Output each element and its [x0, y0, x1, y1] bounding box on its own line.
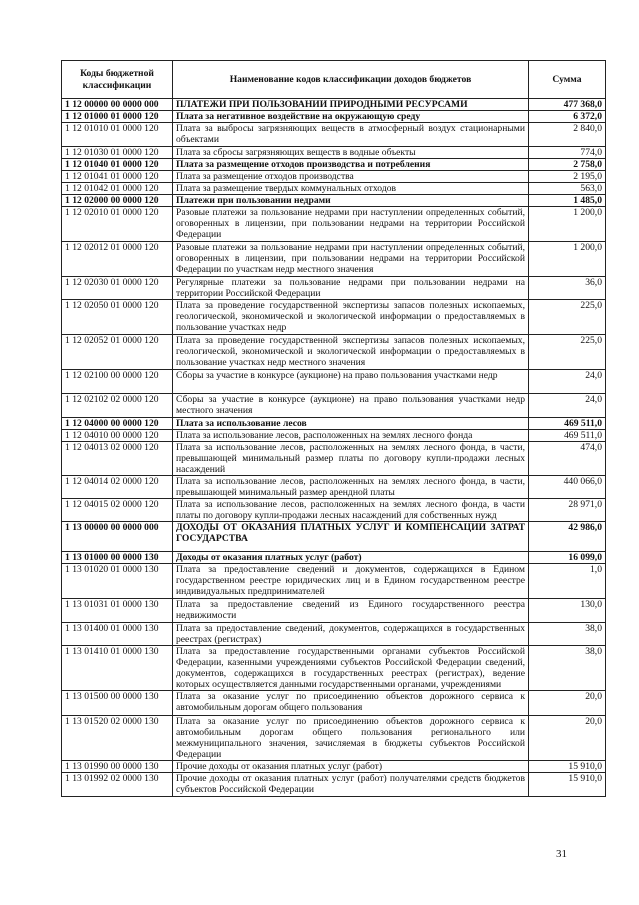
row-name: Доходы от оказания платных услуг (работ) [173, 552, 529, 564]
row-name: Плата за выбросы загрязняющих веществ в атмосферный воздух стационарными объектами [173, 123, 529, 147]
row-code: 1 13 01400 01 0000 130 [62, 623, 173, 646]
row-name: Плата за размещение отходов производства [173, 171, 529, 183]
row-amount: 24,0 [529, 370, 606, 394]
row-code: 1 12 02030 01 0000 120 [62, 277, 173, 300]
row-code: 1 12 01010 01 0000 120 [62, 123, 173, 147]
row-code: 1 12 02050 01 0000 120 [62, 300, 173, 335]
row-name: Плата за негативное воздействие на окружающую среду [173, 111, 529, 123]
row-code: 1 13 01000 00 0000 130 [62, 552, 173, 564]
row-code: 1 12 01042 01 0000 120 [62, 183, 173, 195]
row-name: Плата за использование лесов [173, 418, 529, 430]
row-amount: 477 368,0 [529, 99, 606, 111]
table-row [62, 599, 606, 623]
row-amount: 474,0 [529, 442, 606, 476]
table-row [62, 195, 606, 207]
row-name: Плата за использование лесов, расположенных на землях лесного фонда [173, 430, 529, 442]
row-code: 1 12 00000 00 0000 000 [62, 99, 173, 111]
row-name: Плата за размещение отходов производства и потребления [173, 159, 529, 171]
header-code: Коды бюджетной классификации [62, 61, 173, 99]
row-code: 1 12 04014 02 0000 120 [62, 476, 173, 499]
table-row [62, 564, 606, 599]
table-row [62, 522, 606, 552]
row-code: 1 13 01992 02 0000 130 [62, 773, 173, 797]
row-amount: 2 758,0 [529, 159, 606, 171]
table-row [62, 499, 606, 522]
row-name: Плата за оказание услуг по присоединению объектов дорожного сервиса к автомобильным дорогам общего пользования регионального или межмуниципального значения, зачисляемая в бюджеты субъектов Российской Федерации [173, 716, 529, 761]
row-code: 1 13 01990 00 0000 130 [62, 761, 173, 773]
row-name: Сборы за участие в конкурсе (аукционе) на право пользования участками недр местного значения [173, 394, 529, 418]
row-code: 1 12 02052 01 0000 120 [62, 335, 173, 370]
row-name: Плата за сбросы загрязняющих веществ в водные объекты [173, 147, 529, 159]
row-amount: 440 066,0 [529, 476, 606, 499]
page-number: 31 [556, 848, 567, 860]
row-code: 1 12 04010 00 0000 120 [62, 430, 173, 442]
row-name: Плата за размещение твердых коммунальных отходов [173, 183, 529, 195]
table-row [62, 623, 606, 646]
row-name: Плата за предоставление сведений из Единого государственного реестра недвижимости [173, 599, 529, 623]
table-row [62, 442, 606, 476]
row-amount: 38,0 [529, 623, 606, 646]
row-name: Прочие доходы от оказания платных услуг (работ) получателями средств бюджетов субъектов Российской Федерации [173, 773, 529, 797]
row-name: Разовые платежи за пользование недрами при наступлении определенных событий, оговоренных в лицензии, при пользовании недрами на территории Российской Федерации [173, 207, 529, 242]
table-row [62, 370, 606, 394]
row-amount: 15 910,0 [529, 773, 606, 797]
row-name: Разовые платежи за пользование недрами при наступлении определенных событий, оговоренных в лицензии, при пользовании недрами на территории Российской Федерации по участкам недр местного значения [173, 242, 529, 277]
header-name: Наименование кодов классификации доходов бюджетов [173, 61, 529, 99]
table-row [62, 171, 606, 183]
row-code: 1 13 01520 02 0000 130 [62, 716, 173, 761]
row-code: 1 12 04000 00 0000 120 [62, 418, 173, 430]
row-code: 1 12 02102 02 0000 120 [62, 394, 173, 418]
row-code: 1 12 04013 02 0000 120 [62, 442, 173, 476]
row-code: 1 12 02012 01 0000 120 [62, 242, 173, 277]
row-code: 1 12 02010 01 0000 120 [62, 207, 173, 242]
row-name: Плата за использование лесов, расположенных на землях лесного фонда, в части платы по договору купли-продажи лесных насаждений для собственных нужд [173, 499, 529, 522]
row-name: Плата за проведение государственной экспертизы запасов полезных ископаемых, геологической, экономической и экологической информации о предоставляемых в пользование участках недр [173, 300, 529, 335]
row-name: Прочие доходы от оказания платных услуг (работ) [173, 761, 529, 773]
row-amount: 225,0 [529, 300, 606, 335]
row-name: Сборы за участие в конкурсе (аукционе) на право пользования участками недр [173, 370, 529, 394]
row-code: 1 12 02100 00 0000 120 [62, 370, 173, 394]
table-row [62, 300, 606, 335]
row-code: 1 12 01030 01 0000 120 [62, 147, 173, 159]
row-amount: 38,0 [529, 646, 606, 691]
header-row [62, 61, 606, 99]
row-amount: 16 099,0 [529, 552, 606, 564]
row-amount: 36,0 [529, 277, 606, 300]
row-code: 1 12 01041 01 0000 120 [62, 171, 173, 183]
row-amount: 225,0 [529, 335, 606, 370]
row-amount: 6 372,0 [529, 111, 606, 123]
table-row [62, 646, 606, 691]
table-row [62, 335, 606, 370]
table-row [62, 716, 606, 761]
row-code: 1 12 01040 01 0000 120 [62, 159, 173, 171]
table-row [62, 242, 606, 277]
table-row [62, 773, 606, 797]
row-code: 1 13 01500 00 0000 130 [62, 691, 173, 716]
table-row [62, 147, 606, 159]
table-row [62, 207, 606, 242]
table-row [62, 123, 606, 147]
header-amount: Сумма [529, 61, 606, 99]
table-row [62, 277, 606, 300]
table-row [62, 394, 606, 418]
row-amount: 774,0 [529, 147, 606, 159]
row-code: 1 12 02000 00 0000 120 [62, 195, 173, 207]
row-name: Плата за проведение государственной экспертизы запасов полезных ископаемых, геологической, экономической и экологической информации о предоставляемых в пользование участках недр местного значения [173, 335, 529, 370]
row-name: ПЛАТЕЖИ ПРИ ПОЛЬЗОВАНИИ ПРИРОДНЫМИ РЕСУРСАМИ [173, 99, 529, 111]
row-name: Платежи при пользовании недрами [173, 195, 529, 207]
row-code: 1 13 01031 01 0000 130 [62, 599, 173, 623]
row-amount: 2 840,0 [529, 123, 606, 147]
table-body [62, 99, 606, 797]
table-row [62, 761, 606, 773]
row-code: 1 13 01020 01 0000 130 [62, 564, 173, 599]
row-amount: 469 511,0 [529, 430, 606, 442]
row-name: Регулярные платежи за пользование недрами при пользовании недрами на территории Российской Федерации [173, 277, 529, 300]
row-amount: 1,0 [529, 564, 606, 599]
row-name: Плата за предоставление сведений, документов, содержащихся в государственных реестрах (регистрах) [173, 623, 529, 646]
row-amount: 20,0 [529, 691, 606, 716]
row-amount: 42 986,0 [529, 522, 606, 552]
row-amount: 1 485,0 [529, 195, 606, 207]
table-row [62, 476, 606, 499]
table-row [62, 99, 606, 111]
row-code: 1 12 04015 02 0000 120 [62, 499, 173, 522]
table-row [62, 430, 606, 442]
row-name: Плата за предоставление государственными органами субъектов Российской Федерации, казенными учреждениями субъектов Российской Федерации сведений, документов, содержащихся в государственных реестрах (регистрах), ведение которых осуществляется данными государственными органами, учреждениями [173, 646, 529, 691]
row-amount: 469 511,0 [529, 418, 606, 430]
row-amount: 1 200,0 [529, 242, 606, 277]
table-row [62, 111, 606, 123]
table-row [62, 552, 606, 564]
row-name: Плата за использование лесов, расположенных на землях лесного фонда, в части, превышающей минимальный размер арендной платы [173, 476, 529, 499]
row-amount: 20,0 [529, 716, 606, 761]
revenue-table [61, 60, 606, 797]
table-row [62, 159, 606, 171]
table-row [62, 183, 606, 195]
row-code: 1 13 00000 00 0000 000 [62, 522, 173, 552]
row-name: ДОХОДЫ ОТ ОКАЗАНИЯ ПЛАТНЫХ УСЛУГ И КОМПЕНСАЦИИ ЗАТРАТ ГОСУДАРСТВА [173, 522, 529, 552]
row-amount: 563,0 [529, 183, 606, 195]
table-row [62, 691, 606, 716]
row-amount: 24,0 [529, 394, 606, 418]
row-amount: 130,0 [529, 599, 606, 623]
row-code: 1 13 01410 01 0000 130 [62, 646, 173, 691]
row-amount: 28 971,0 [529, 499, 606, 522]
row-name: Плата за оказание услуг по присоединению объектов дорожного сервиса к автомобильным дорогам общего пользования [173, 691, 529, 716]
row-amount: 1 200,0 [529, 207, 606, 242]
table-row [62, 418, 606, 430]
row-code: 1 12 01000 01 0000 120 [62, 111, 173, 123]
row-name: Плата за использование лесов, расположенных на землях лесного фонда, в части, превышающей минимальный размер платы по договору купли-продажи лесных насаждений [173, 442, 529, 476]
row-amount: 15 910,0 [529, 761, 606, 773]
row-amount: 2 195,0 [529, 171, 606, 183]
row-name: Плата за предоставление сведений и документов, содержащихся в Едином государственном реестре юридических лиц и в Едином государственном реестре индивидуальных предпринимателей [173, 564, 529, 599]
